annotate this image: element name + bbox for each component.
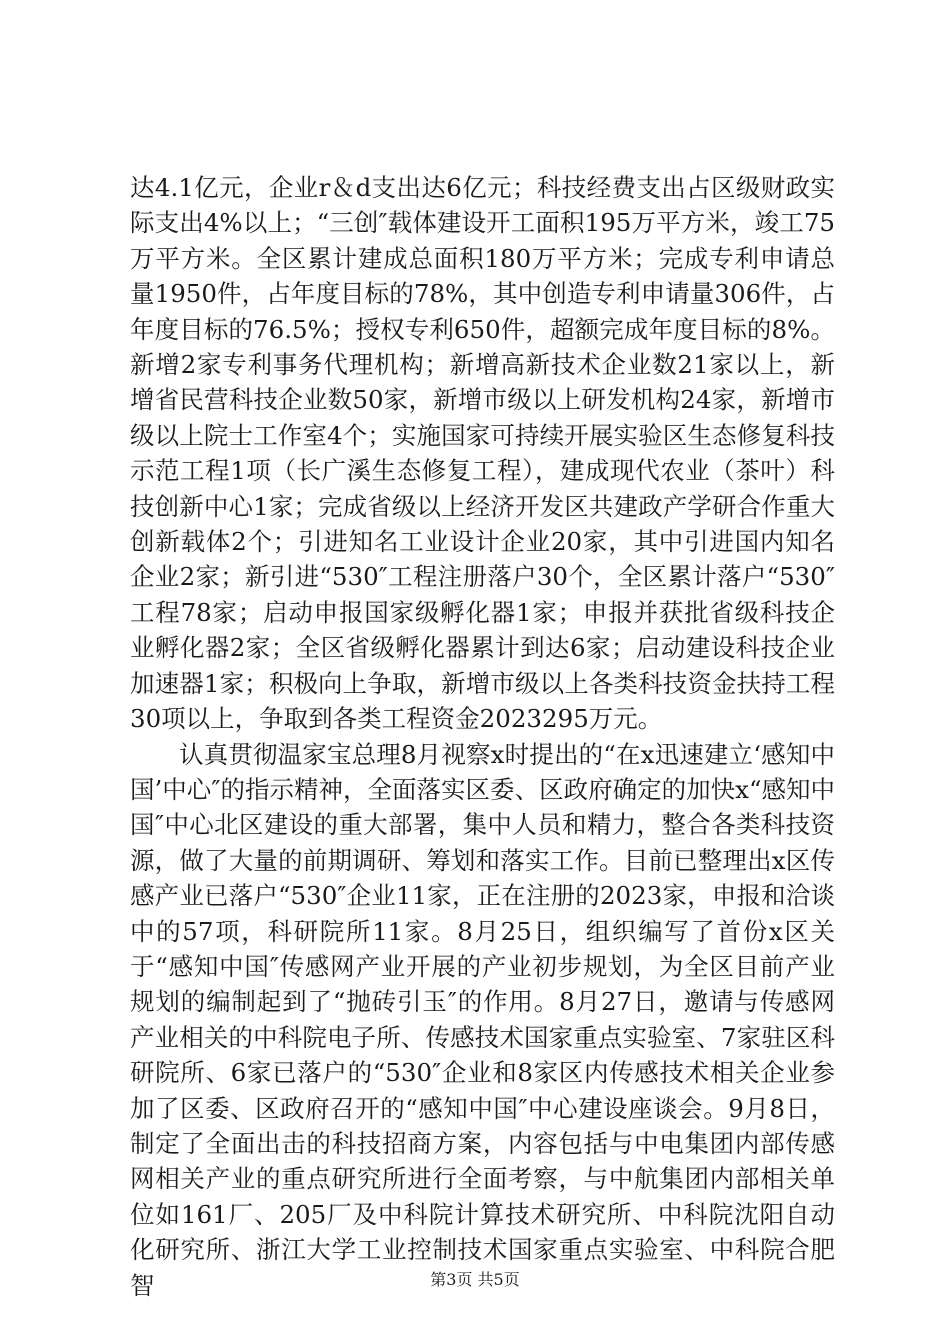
- paragraph-sensing-china: 认真贯彻温家宝总理8月视察x时提出的“在x迅速建立‘感知中国’中心″的指示精神，全面落实区委、区政府确定的加快x“感知中国″中心北区建设的重大部署，集中人员和精力，整合各类科技资源，做了大量的前期调研、筹划和落实工作。目前已整理出x区传感产业已落户“530″企业11家，正在注册的2023家，申报和洽谈中的57项，科研院所11家。8月25日，组织编写了首份x区关于“感知中国″传感网产业开展的产业初步规划，为全区目前产业规划的编制起到了“抛砖引玉″的作用。8月27日，邀请与传感网产业相关的中科院电子所、传感技术国家重点实验室、7家驻区科研院所、6家已落户的“530″企业和8家区内传感技术相关企业参加了区委、区政府召开的“感知中国″中心建设座谈会。9月8日，制定了全面出击的科技招商方案，内容包括与中电集团内部传感网相关产业的重点研究所进行全面考察，与中航集团内部相关单位如161厂、205厂及中科院计算技术研究所、中科院沈阳自动化研究所、浙江大学工业控制技术国家重点实验室、中科院合肥智: [130, 739, 835, 1300]
- paragraph-continuation: 达4.1亿元，企业r＆d支出达6亿元；科技经费支出占区级财政实际支出4%以上；“三创″载体建设开工面积195万平方米，竣工75万平方米。全区累计建成总面积180万平方米；完成专利申请总量1950件，占年度目标的78%，其中创造专利申请量306件，占年度目标的76.5%；授权专利650件，超额完成年度目标的8%。新增2家专利事务代理机构；新增高新技术企业数21家以上，新增省民营科技企业数50家，新增市级以上研发机构24家，新增市级以上院士工作室4个；实施国家可持续开展实验区生态修复科技示范工程1项（长广溪生态修复工程），建成现代农业（茶叶）科技创新中心1家；完成省级以上经济开发区共建政产学研合作重大创新载体2个；引进知名工业设计企业20家，其中引进国内知名企业2家；新引进“530″工程注册落户30个，全区累计落户“530″工程78家；启动申报国家级孵化器1家；申报并获批省级科技企业孵化器2家；全区省级孵化器累计到达6家；启动建设科技企业加速器1家；积极向上争取，新增市级以上各类科技资金扶持工程30项以上，争取到各类工程资金2023295万元。: [130, 173, 835, 734]
- page-number-footer: 第3页 共5页: [430, 1270, 520, 1289]
- document-body: [130, 170, 835, 1303]
